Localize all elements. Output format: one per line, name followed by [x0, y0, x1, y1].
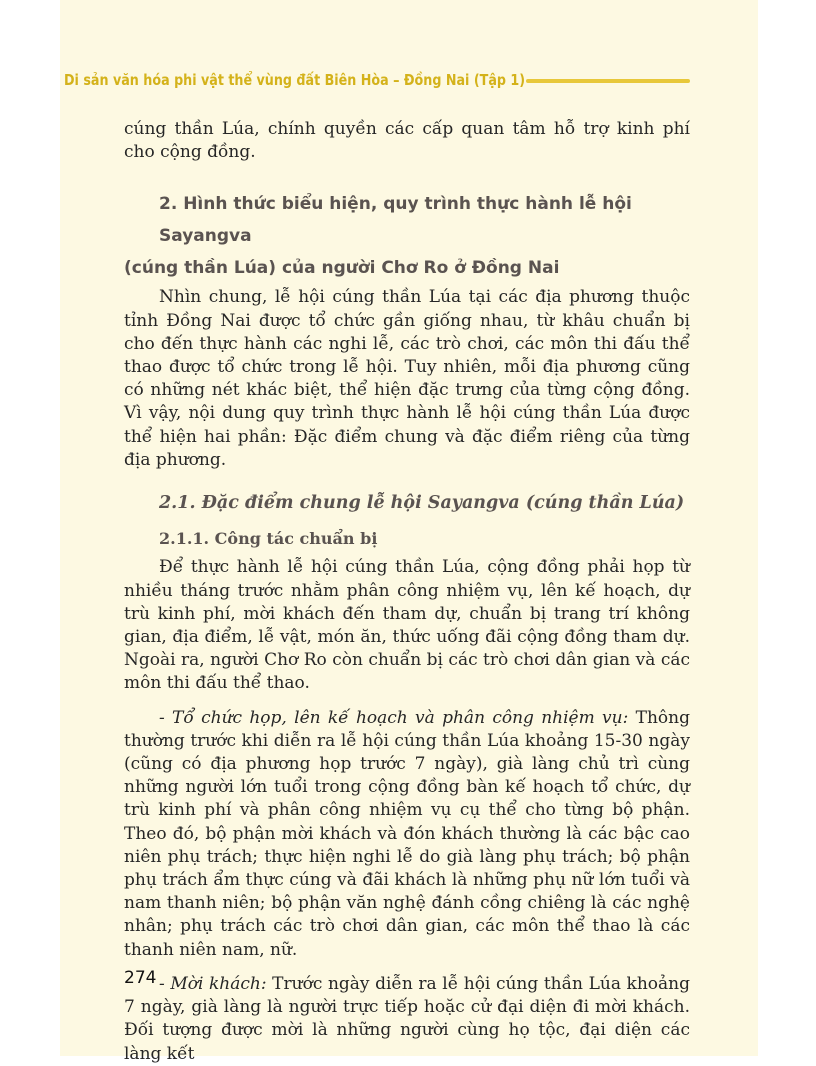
running-header-title: Di sản văn hóa phi vật thể vùng đất Biên Hòa – Đồng Nai (Tập 1) [64, 71, 526, 89]
header-rule [526, 79, 690, 83]
paragraph-planning-text: Thông thường trước khi diễn ra lễ hội cúng thần Lúa khoảng 15-30 ngày (cũng có địa phương họp trước 7 ngày), già làng chủ trì cùng những người lớn tuổi trong cộng đồng bàn kế hoạch tổ chức, dự trù kinh phí và phân công nhiệm vụ cụ thể cho từng bộ phận. Theo đó, bộ phận mời khách và đón khách thường là các bậc cao niên phụ trách; thực hiện nghi lễ do già làng phụ trách; bộ phận phụ trách ẩm thực cúng và đãi khách là những phụ nữ lớn tuổi và nam thanh niên; bộ phận văn nghệ đánh cồng chiêng là các nghệ nhân; phụ trách các trò chơi dân gian, các môn thể thao là các thanh niên nam, nữ. [124, 707, 690, 960]
section-heading-line1: 2. Hình thức biểu hiện, quy trình thực hành lễ hội Sayangva [159, 194, 632, 247]
paragraph-planning-lead: - Tổ chức họp, lên kế hoạch và phân công nhiệm vụ: [159, 707, 629, 728]
subsubsection-heading: 2.1.1. Công tác chuẩn bị [159, 529, 378, 549]
paragraph-inviting-lead: - Mời khách: [159, 973, 267, 994]
running-header [64, 68, 688, 92]
page-number: 274 [124, 968, 157, 988]
paragraph-continuation: cúng thần Lúa, chính quyền các cấp quan tâm hỗ trợ kinh phí cho cộng đồng. [124, 119, 690, 163]
subsection-heading: 2.1. Đặc điểm chung lễ hội Sayangva (cúng thần Lúa) [159, 493, 685, 514]
paragraph-intro: Nhìn chung, lễ hội cúng thần Lúa tại các địa phương thuộc tỉnh Đồng Nai được tổ chức gần giống nhau, từ khâu chuẩn bị cho đến thực hành các nghi lễ, các trò chơi, các môn thi đấu thể thao được tổ chức trong lễ hội. Tuy nhiên, mỗi địa phương cũng có những nét khác biệt, thể hiện đặc trưng của từng cộng đồng. Vì vậy, nội dung quy trình thực hành lễ hội cúng thần Lúa được thể hiện hai phần: Đặc điểm chung và đặc điểm riêng của từng địa phương. [124, 287, 690, 470]
paragraph-preparation: Để thực hành lễ hội cúng thần Lúa, cộng đồng phải họp từ nhiều tháng trước nhằm phân công nhiệm vụ, lên kế hoạch, dự trù kinh phí, mời khách đến tham dự, chuẩn bị trang trí không gian, địa điểm, lễ vật, món ăn, thức uống đãi cộng đồng tham dự. Ngoài ra, người Chơ Ro còn chuẩn bị các trò chơi dân gian và các môn thi đấu thể thao. [124, 557, 690, 694]
section-heading [124, 188, 690, 284]
paragraph-inviting [124, 973, 690, 1066]
page-body [124, 118, 690, 1066]
section-heading-line2: (cúng thần Lúa) của người Chơ Ro ở Đồng Nai [124, 258, 560, 279]
paragraph-planning [124, 707, 690, 962]
paragraph-inviting-text: Trước ngày diễn ra lễ hội cúng thần Lúa khoảng 7 ngày, già làng là người trực tiếp hoặc cử đại diện đi mời khách. Đối tượng được mời là những người cùng họ tộc, đại diện các làng kết [124, 973, 690, 1064]
